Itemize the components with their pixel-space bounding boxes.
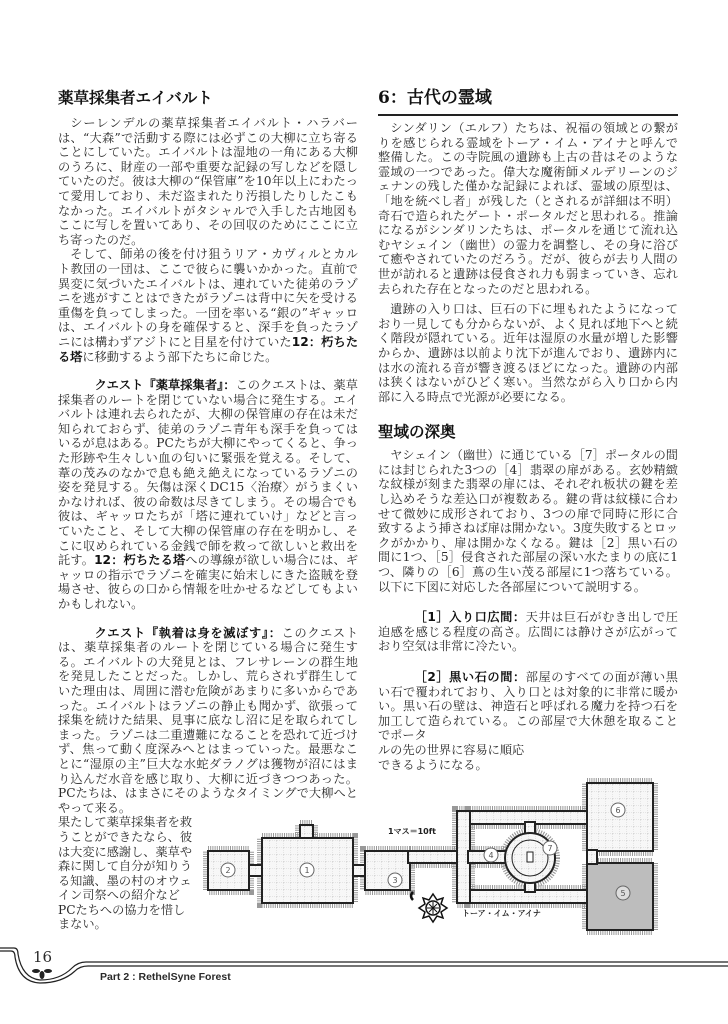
svg-text:3: 3	[392, 876, 398, 885]
map-location-label: トーア・イム・アイナ	[462, 909, 541, 918]
paragraph	[58, 247, 358, 364]
text: への導線が欲しい場合には、ギャッロの指示でラゾニを確実に始末しにきた盗賊を登場させ、彼らの口から情報を吐かせるなどしてもよいかもしれない。	[58, 553, 359, 611]
text: このクエストは、薬草採集者のルートを閉じている場合に発生する。エイバルトの大発見とは、フレサレーンの群生地を発見したことだった。しかし、荒らされず群生していた理由は、周囲に潜む危険があまりに多いからであった。エイバルトはラゾニの静止も聞かず、欲張って採集を続けた結果、見事に底なし沼に足を取られてしまった。ラゾニは二重遭難になることを恐れて近づけず、焦って動く度深みへとはまっていった。最悪なことに“湿原の主”巨大な水蛇ダラノグは獲物が沼にはまり込んだ水音を感じ取り、大柳に近づきつつあった。PCたちは、はまさにそのようなタイミングで大柳へとやって来る。	[58, 625, 359, 815]
footer-ornament	[0, 940, 728, 1000]
text: このクエストは、薬草採集者のルートを閉じていない場合に発生する。エイバルトは連れ去られたが、大柳の保管庫の存在は未だ知られておらず、徒弟のラゾニ青年も深手を負ってはいるが息はある。PCたちが大柳にやってくると、争った形跡や生々しい血の匂いに緊張を覚える。そして、葦の茂みのなかで息も絶え絶えになっているラゾニの姿を発見する。矢傷は深くDC15〈治療〉がうまくいかなければ、彼の命数は尽きてしまう。その場合でも彼は、ギャッロたちが「塔に連れていけ」などと言っていたこと、そして大柳の保管庫の存在を明かし、そこに収められている金銭で師を救って欲しいと救出を託す。	[58, 378, 358, 568]
part-title: Part 2 : RethelSyne Forest	[100, 971, 231, 983]
paragraph: 遺跡の入り口は、巨石の下に埋もれたようになっており一見しても分からないが、よく見れば地下へと続く階段が隠れている。近年は湿原の水量が増した影響からか、遺跡は以前より沈下が進んでおり、遺跡内には水の流れる音が響き渡るほどになった。遺跡の内部は狭くはないがひどく寒い。当然ながら入り口から内部に入る時点で光源が必要になる。	[378, 302, 678, 404]
room-marker-2	[221, 863, 235, 877]
heading-rule	[378, 114, 678, 116]
paragraph-wrap: ルの先の世界に容易に順応できるようになる。	[378, 742, 525, 772]
quest-herbalist	[58, 378, 358, 612]
room-marker-7	[543, 841, 557, 855]
leaf-ornament-icon	[32, 969, 52, 979]
svg-text:1: 1	[304, 866, 310, 875]
room-marker-5	[616, 886, 630, 900]
page-number: 16	[33, 948, 53, 966]
text: 部屋のすべての面が薄い黒い石で覆われており、入り口とは対象的に非常に暖かい。黒い石の壁は、神造石と呼ばれる魔力を持つ石を加工して造られている。この部屋で大休憩を取ることでポータ	[378, 670, 678, 743]
section-heading-eibalt: 薬草採集者エイバルト	[58, 88, 213, 107]
room-marker-4	[484, 848, 498, 862]
text: に移動するよう部下たちに命じた。	[82, 349, 278, 364]
room-label: ［2］黒い石の間：	[414, 670, 526, 684]
subheading-sanctum-depths: 聖域の深奥	[378, 422, 456, 442]
svg-text:7: 7	[547, 844, 553, 853]
dungeon-map	[200, 778, 670, 948]
svg-text:5: 5	[620, 889, 626, 898]
room-2-description	[378, 670, 678, 743]
svg-text:4: 4	[488, 851, 494, 860]
paragraph: シーレンデルの薬草採集者エイバルト・ハラバーは、“大森”で活動する際には必ずこの大柳に立ち寄ることにしていた。エイバルトは湿地の一角にある大柳のうろに、財産の一部や重要な記録の写しなどを隠していたのだ。彼は大柳の“保管庫”を10年以上にわたって愛用しており、未だ盗まれたり汚損したりしたこもなかった。エイバルトがタシャルで入手した古地図もここに写しを置いてあり、その回収のためにここに立ち寄ったのだ。	[58, 116, 358, 247]
room-marker-3	[388, 873, 402, 887]
room-label: ［1］入り口広間：	[414, 610, 526, 625]
svg-text:2: 2	[225, 866, 231, 875]
text: 天井は巨石がむき出しで圧迫感を感じる程度の高さ。広間には静けさが広がっており空気は非常に冷たい。	[378, 610, 679, 654]
room-1-description	[378, 610, 678, 654]
compass-star-icon	[411, 892, 447, 922]
map-scale: 1マス＝10ft	[388, 827, 437, 836]
quest-label: クエスト『執着は身を滅ぼす』：	[94, 625, 282, 640]
location-ref: 12：朽ちたる塔	[94, 553, 186, 568]
location-ref: 12：朽ちたる塔	[58, 334, 359, 364]
text: そして、師弟の後を付け狙うリア・カヴィルとカルト教団の一団は、ここで彼らに襲いかかった。直前で異変に気づいたエイバルトは、連れていた徒弟のラゾニを逃がすことはできたがラゾニは背中に矢を受ける重傷を負ってしまった。一団を率いる“銀の”ギャッロは、エイバルトの身を確保すると、深手を負ったラゾニには構わずアジトにと目星を付けていた	[58, 247, 358, 349]
section-heading-ancient-sanctum: 6：古代の霊域	[378, 88, 492, 108]
right-column	[378, 88, 678, 772]
room-marker-6	[611, 803, 625, 817]
paragraph-wrap: 果たして薬草採集者を救うことができたなら、彼は大変に感謝し、薬草や森に関して自分が知りうる知識、墨の村のオウェイン司祭への紹介などPCたちへの協力を惜しまない。	[58, 815, 193, 932]
room-marker-1	[300, 863, 314, 877]
svg-text:6: 6	[615, 806, 621, 815]
paragraph: シンダリン（エルフ）たちは、祝福の領域との繋がりを感じられる霊域をトーア・イム・アイナと呼んで整備した。この寺院風の遺跡も上古の昔はそのような霊域の一つであった。偉大な魔術師メルデリーンのジェナンの残した僅かな記録によれば、霊域の原型は、「地を統べし者」が残した（とされるが詳細は不明）奇石で造られたゲート・ポータルだと思われる。推論になるがシンダリンたちは、ポータルを通じて流れ込むヤシェイン（幽世）の霊力を調整し、その身に浴びて癒やされていたのだろう。だが、彼らが去り人間の世が訪れると遺跡は侵食され力も弱まっていき、忘れ去られた存在となったのだと思われる。	[378, 121, 678, 296]
paragraph: ヤシェイン（幽世）に通じている［7］ポータルの間には封じられた3つの［4］翡翠の扉がある。玄妙精緻な紋様が刻また翡翠の扉には、それぞれ板状の鍵を差し込めそうな差込口が複数ある。鍵の背は紋様に合わせて微妙に成形されており、3つの扉で同時に形に合致するよう挿さねば扉は開かない。3度失敗するとロックがかかり、扉は開かなくなる。鍵は［2］黒い石の間に1つ、［5］侵食された部屋の深い水たまりの底に1つ、隣りの［6］蔦の生い茂る部屋に1つ落ちている。以下に下図に対応した各部屋について説明する。	[378, 448, 679, 594]
quest-label: クエスト『薬草採集者』：	[94, 378, 236, 393]
